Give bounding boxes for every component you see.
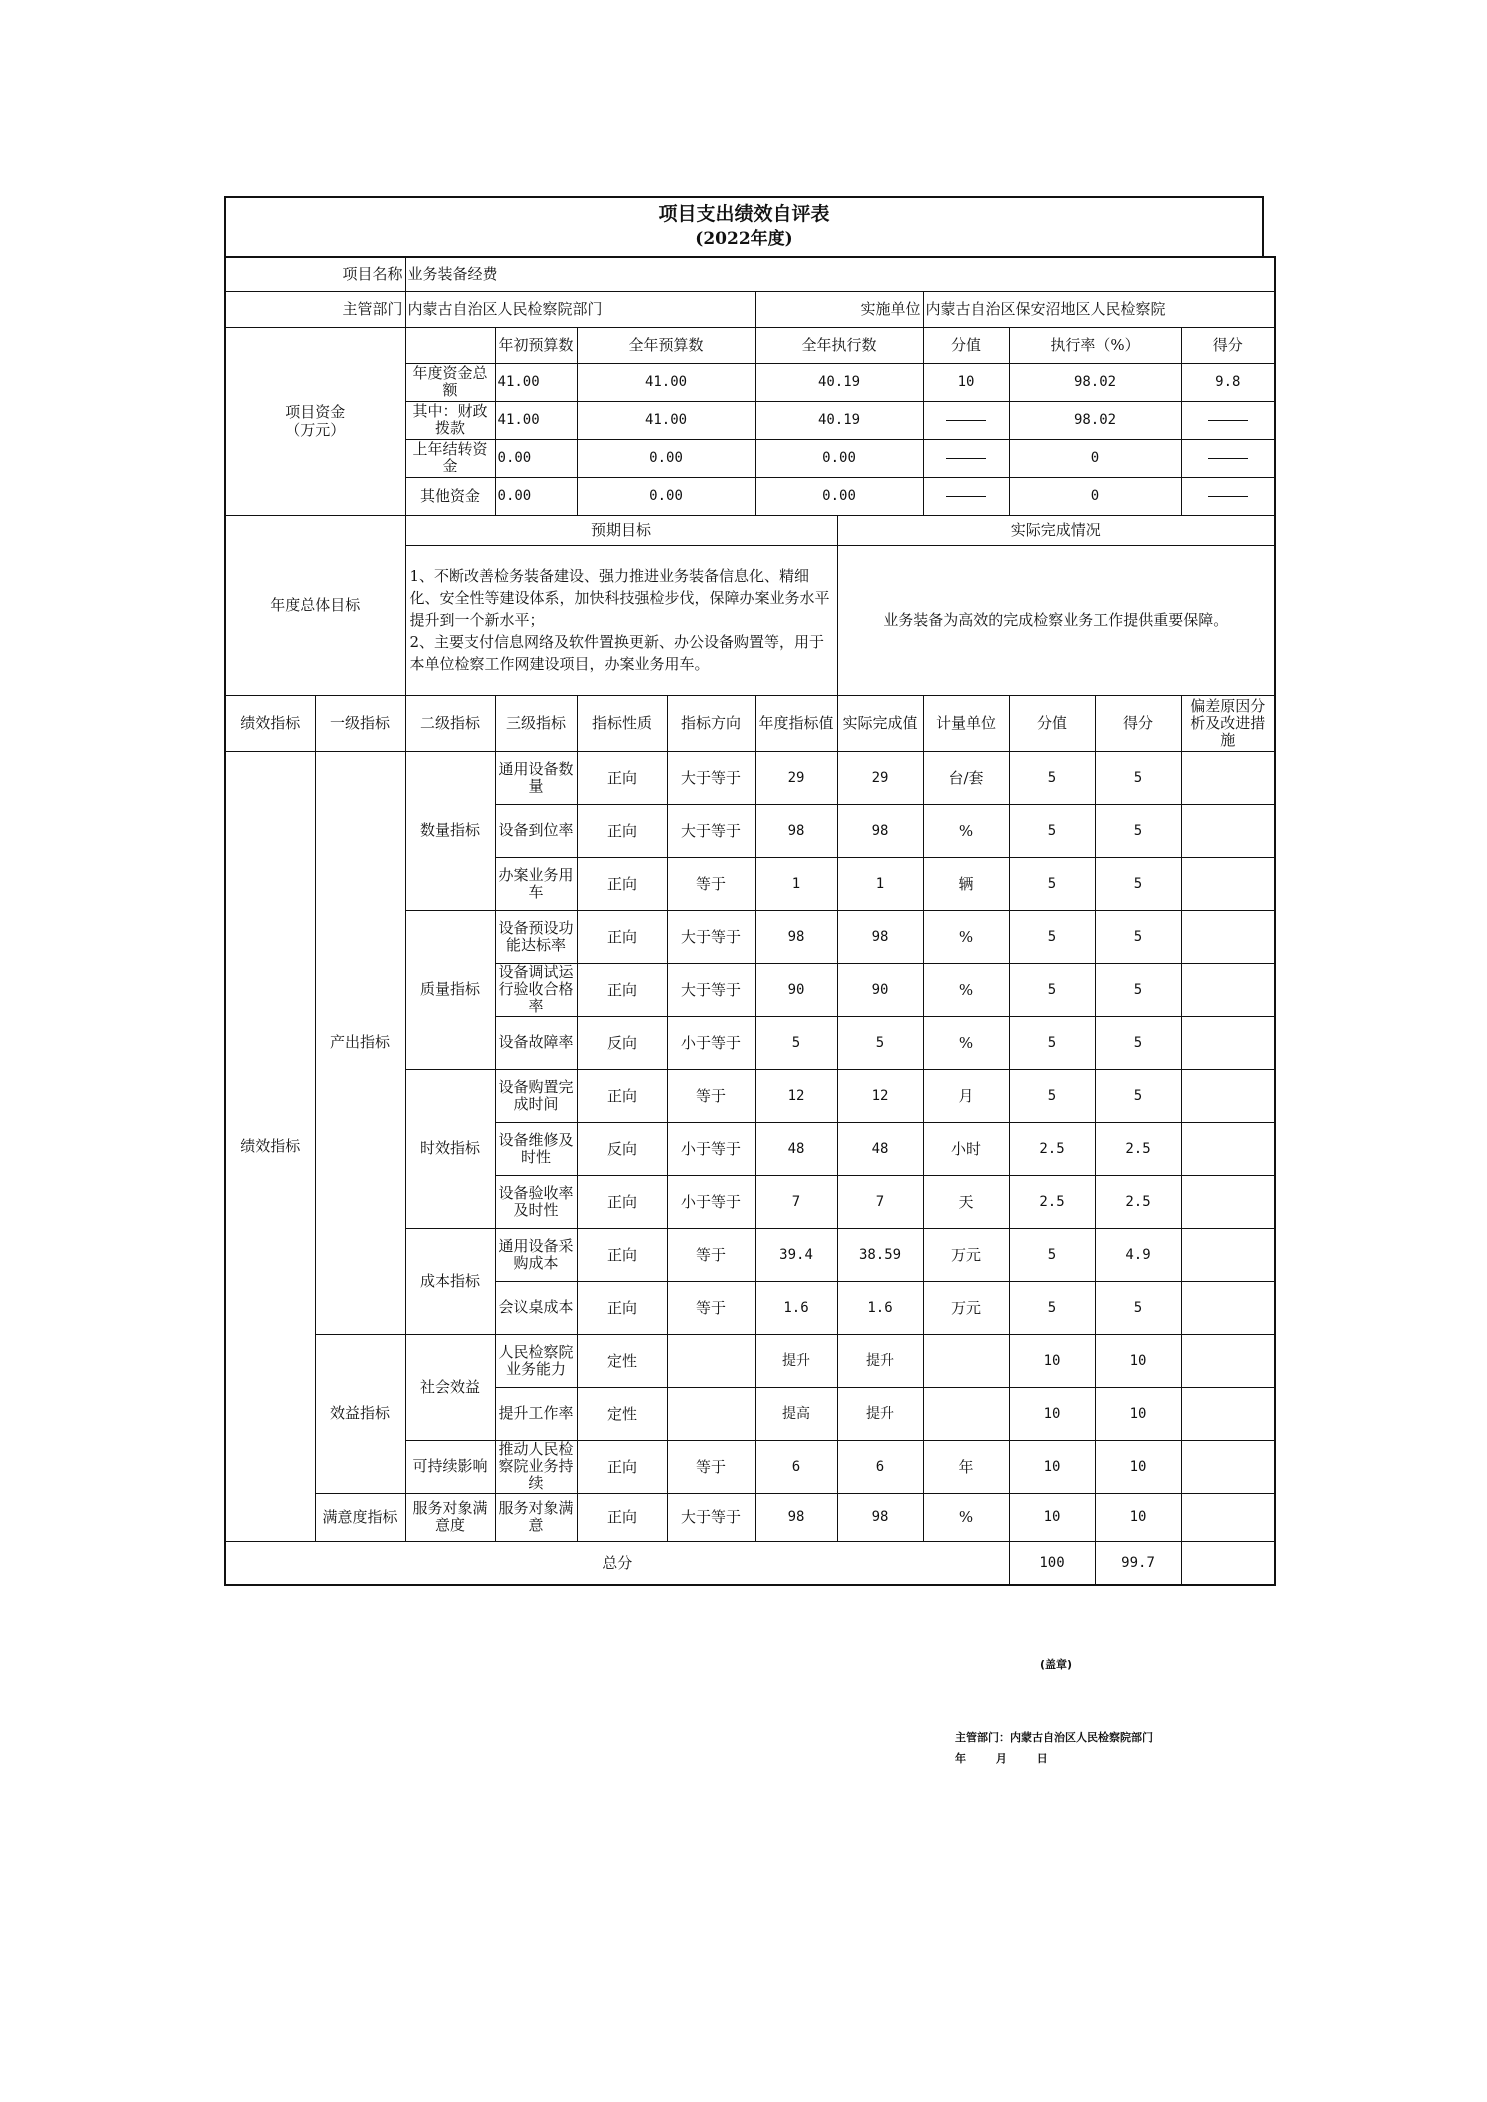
perf-unit: % bbox=[923, 1016, 1009, 1069]
perf-l3: 推动人民检察院业务持续 bbox=[495, 1440, 577, 1493]
perf-actual: 7 bbox=[837, 1175, 923, 1228]
perf-deviation-note bbox=[1181, 910, 1275, 963]
perf-nature: 正向 bbox=[577, 1175, 667, 1228]
total-empty bbox=[1181, 1541, 1275, 1585]
perf-unit: 天 bbox=[923, 1175, 1009, 1228]
perf-deviation-note bbox=[1181, 1387, 1275, 1440]
project-label: 项目名称 bbox=[225, 257, 405, 291]
perf-score: 4.9 bbox=[1095, 1228, 1181, 1281]
funds-rate: 98.02 bbox=[1009, 363, 1181, 401]
perf-unit: % bbox=[923, 910, 1009, 963]
perf-score: 5 bbox=[1095, 751, 1181, 804]
level2-social: 社会效益 bbox=[405, 1334, 495, 1440]
footer-month: 月 bbox=[995, 1752, 1007, 1765]
perf-header-9: 分值 bbox=[1009, 695, 1095, 751]
level1-satisfaction: 满意度指标 bbox=[315, 1493, 405, 1541]
perf-target: 1 bbox=[755, 857, 837, 910]
dept-label: 主管部门 bbox=[225, 291, 405, 327]
perf-deviation-note bbox=[1181, 1228, 1275, 1281]
perf-header-5: 指标方向 bbox=[667, 695, 755, 751]
perf-target: 7 bbox=[755, 1175, 837, 1228]
perf-dir: 等于 bbox=[667, 1281, 755, 1334]
perf-score: 10 bbox=[1095, 1493, 1181, 1541]
perf-value: 10 bbox=[1009, 1493, 1095, 1541]
level2-service: 服务对象满意度 bbox=[405, 1493, 495, 1541]
level2-timeliness: 时效指标 bbox=[405, 1069, 495, 1228]
perf-header-8: 计量单位 bbox=[923, 695, 1009, 751]
perf-nature: 反向 bbox=[577, 1122, 667, 1175]
dept-row bbox=[225, 291, 1275, 327]
dash-mark bbox=[1208, 496, 1248, 497]
perf-target: 98 bbox=[755, 804, 837, 857]
funds-budget: 0.00 bbox=[495, 439, 577, 477]
perf-dir bbox=[667, 1387, 755, 1440]
unit-value: 内蒙古自治区保安沼地区人民检察院 bbox=[923, 291, 1275, 327]
funds-rate: 0 bbox=[1009, 439, 1181, 477]
perf-unit: 月 bbox=[923, 1069, 1009, 1122]
funds-score bbox=[1181, 477, 1275, 515]
perf-l3: 设备购置完成时间 bbox=[495, 1069, 577, 1122]
perf-deviation-note bbox=[1181, 1281, 1275, 1334]
perf-value: 5 bbox=[1009, 1281, 1095, 1334]
perf-value: 10 bbox=[1009, 1334, 1095, 1387]
funds-executed: 0.00 bbox=[755, 439, 923, 477]
perf-unit: 万元 bbox=[923, 1228, 1009, 1281]
perf-deviation-note bbox=[1181, 1016, 1275, 1069]
perf-actual: 98 bbox=[837, 804, 923, 857]
level2-cost: 成本指标 bbox=[405, 1228, 495, 1334]
perf-unit: 台/套 bbox=[923, 751, 1009, 804]
perf-value: 5 bbox=[1009, 910, 1095, 963]
perf-deviation-note bbox=[1181, 857, 1275, 910]
perf-nature: 正向 bbox=[577, 1493, 667, 1541]
perf-nature: 正向 bbox=[577, 910, 667, 963]
perf-dir: 大于等于 bbox=[667, 751, 755, 804]
perf-l3: 办案业务用车 bbox=[495, 857, 577, 910]
perf-dir: 等于 bbox=[667, 857, 755, 910]
perf-dir: 等于 bbox=[667, 1228, 755, 1281]
perf-dir bbox=[667, 1334, 755, 1387]
perf-target: 提升 bbox=[755, 1334, 837, 1387]
funds-score-value: 10 bbox=[923, 363, 1009, 401]
perf-dir: 大于等于 bbox=[667, 1493, 755, 1541]
funds-score: 9.8 bbox=[1181, 363, 1275, 401]
level1-benefit: 效益指标 bbox=[315, 1334, 405, 1493]
perf-value: 2.5 bbox=[1009, 1122, 1095, 1175]
perf-unit: % bbox=[923, 1493, 1009, 1541]
perf-actual: 12 bbox=[837, 1069, 923, 1122]
perf-l3: 设备验收率及时性 bbox=[495, 1175, 577, 1228]
funds-full-budget: 41.00 bbox=[577, 363, 755, 401]
funds-header-5: 得分 bbox=[1181, 327, 1275, 363]
funds-row-name: 上年结转资金 bbox=[405, 439, 495, 477]
perf-l3: 人民检察院业务能力 bbox=[495, 1334, 577, 1387]
form-body bbox=[225, 257, 1275, 1585]
perf-unit bbox=[923, 1387, 1009, 1440]
perf-nature: 正向 bbox=[577, 1440, 667, 1493]
perf-row bbox=[225, 751, 1275, 804]
funds-score-value bbox=[923, 439, 1009, 477]
perf-score: 5 bbox=[1095, 804, 1181, 857]
perf-unit: % bbox=[923, 963, 1009, 1016]
perf-nature: 定性 bbox=[577, 1334, 667, 1387]
perf-unit bbox=[923, 1334, 1009, 1387]
funds-score bbox=[1181, 401, 1275, 439]
perf-dir: 小于等于 bbox=[667, 1175, 755, 1228]
funds-score-value bbox=[923, 401, 1009, 439]
perf-actual: 1.6 bbox=[837, 1281, 923, 1334]
funds-budget: 0.00 bbox=[495, 477, 577, 515]
perf-deviation-note bbox=[1181, 1334, 1275, 1387]
perf-header-row bbox=[225, 695, 1275, 751]
perf-target: 5 bbox=[755, 1016, 837, 1069]
perf-dir: 大于等于 bbox=[667, 963, 755, 1016]
form-header bbox=[224, 196, 1264, 256]
perf-nature: 正向 bbox=[577, 963, 667, 1016]
funds-budget: 41.00 bbox=[495, 401, 577, 439]
perf-l3: 设备到位率 bbox=[495, 804, 577, 857]
perf-score: 2.5 bbox=[1095, 1122, 1181, 1175]
perf-actual: 提升 bbox=[837, 1387, 923, 1440]
table-cell bbox=[405, 327, 495, 363]
funds-rate: 98.02 bbox=[1009, 401, 1181, 439]
dash-mark bbox=[946, 458, 986, 459]
funds-full-budget: 41.00 bbox=[577, 401, 755, 439]
perf-actual: 提升 bbox=[837, 1334, 923, 1387]
dash-mark bbox=[946, 496, 986, 497]
perf-header-11: 偏差原因分析及改进措施 bbox=[1181, 695, 1275, 751]
perf-value: 5 bbox=[1009, 857, 1095, 910]
perf-l3: 通用设备数量 bbox=[495, 751, 577, 804]
funds-header-3: 分值 bbox=[923, 327, 1009, 363]
perf-score: 5 bbox=[1095, 910, 1181, 963]
funds-executed: 0.00 bbox=[755, 477, 923, 515]
total-label: 总分 bbox=[225, 1541, 1009, 1585]
perf-target: 提高 bbox=[755, 1387, 837, 1440]
perf-header-4: 指标性质 bbox=[577, 695, 667, 751]
perf-l3: 设备故障率 bbox=[495, 1016, 577, 1069]
perf-nature: 定性 bbox=[577, 1387, 667, 1440]
goals-actual-header: 实际完成情况 bbox=[837, 515, 1275, 545]
goals-expected-header: 预期目标 bbox=[405, 515, 837, 545]
perf-header-7: 实际完成值 bbox=[837, 695, 923, 751]
perf-target: 6 bbox=[755, 1440, 837, 1493]
perf-score: 5 bbox=[1095, 857, 1181, 910]
perf-actual: 5 bbox=[837, 1016, 923, 1069]
total-value: 100 bbox=[1009, 1541, 1095, 1585]
footer-year: 年 bbox=[955, 1752, 966, 1765]
funds-header-4: 执行率（%） bbox=[1009, 327, 1181, 363]
dash-mark bbox=[1208, 420, 1248, 421]
form-table bbox=[224, 256, 1276, 1586]
level1-output: 产出指标 bbox=[315, 751, 405, 1334]
perf-header-10: 得分 bbox=[1095, 695, 1181, 751]
perf-deviation-note bbox=[1181, 751, 1275, 804]
perf-target: 98 bbox=[755, 1493, 837, 1541]
project-value: 业务装备经费 bbox=[405, 257, 1275, 291]
perf-score: 5 bbox=[1095, 963, 1181, 1016]
funds-row-name: 年度资金总额 bbox=[405, 363, 495, 401]
perf-value: 10 bbox=[1009, 1387, 1095, 1440]
goals-actual: 业务装备为高效的完成检察业务工作提供重要保障。 bbox=[837, 545, 1275, 695]
goals-expected: 1、不断改善检务装备建设、强力推进业务装备信息化、精细化、安全性等建设体系，加快科技强检步伐，保障办案业务水平提升到一个新水平； 2、主要支付信息网络及软件置换更新、办公设备购置等，用于本单位检察工作网建设项目，办案业务用车。 bbox=[405, 545, 837, 695]
perf-actual: 38.59 bbox=[837, 1228, 923, 1281]
goals-header-row bbox=[225, 515, 1275, 545]
funds-budget: 41.00 bbox=[495, 363, 577, 401]
funds-score-value bbox=[923, 477, 1009, 515]
perf-dir: 等于 bbox=[667, 1069, 755, 1122]
perf-target: 39.4 bbox=[755, 1228, 837, 1281]
perf-unit: 辆 bbox=[923, 857, 1009, 910]
perf-nature: 正向 bbox=[577, 857, 667, 910]
funds-executed: 40.19 bbox=[755, 363, 923, 401]
perf-actual: 1 bbox=[837, 857, 923, 910]
perf-nature: 正向 bbox=[577, 1281, 667, 1334]
footer-dept: 主管部门：内蒙古自治区人民检察院部门 bbox=[955, 1731, 1153, 1744]
dash-mark bbox=[946, 420, 986, 421]
perf-target: 90 bbox=[755, 963, 837, 1016]
perf-actual: 98 bbox=[837, 910, 923, 963]
perf-actual: 48 bbox=[837, 1122, 923, 1175]
perf-value: 10 bbox=[1009, 1440, 1095, 1493]
perf-score: 5 bbox=[1095, 1016, 1181, 1069]
perf-value: 5 bbox=[1009, 804, 1095, 857]
funds-rate: 0 bbox=[1009, 477, 1181, 515]
level2-sustain: 可持续影响 bbox=[405, 1440, 495, 1493]
perf-dir: 等于 bbox=[667, 1440, 755, 1493]
funds-label: 项目资金 （万元） bbox=[225, 327, 405, 515]
perf-l3: 通用设备采购成本 bbox=[495, 1228, 577, 1281]
perf-l3: 会议桌成本 bbox=[495, 1281, 577, 1334]
funds-full-budget: 0.00 bbox=[577, 477, 755, 515]
form-title: 项目支出绩效自评表 bbox=[658, 203, 830, 225]
perf-score: 5 bbox=[1095, 1069, 1181, 1122]
funds-row-name: 其他资金 bbox=[405, 477, 495, 515]
perf-header-0: 绩效指标 bbox=[225, 695, 315, 751]
footer-day: 日 bbox=[1036, 1752, 1048, 1765]
perf-l3: 提升工作率 bbox=[495, 1387, 577, 1440]
perf-unit: % bbox=[923, 804, 1009, 857]
perf-actual: 90 bbox=[837, 963, 923, 1016]
perf-value: 5 bbox=[1009, 1069, 1095, 1122]
total-score: 99.7 bbox=[1095, 1541, 1181, 1585]
perf-target: 98 bbox=[755, 910, 837, 963]
perf-deviation-note bbox=[1181, 1069, 1275, 1122]
perf-score: 10 bbox=[1095, 1334, 1181, 1387]
perf-actual: 6 bbox=[837, 1440, 923, 1493]
footer-date bbox=[955, 1748, 1153, 1769]
evaluation-form bbox=[224, 196, 1264, 1586]
perf-nature: 正向 bbox=[577, 1228, 667, 1281]
perf-unit: 小时 bbox=[923, 1122, 1009, 1175]
perf-unit: 万元 bbox=[923, 1281, 1009, 1334]
perf-score: 10 bbox=[1095, 1387, 1181, 1440]
funds-header-row bbox=[225, 327, 1275, 363]
perf-header-2: 二级指标 bbox=[405, 695, 495, 751]
perf-nature: 正向 bbox=[577, 751, 667, 804]
funds-full-budget: 0.00 bbox=[577, 439, 755, 477]
funds-score bbox=[1181, 439, 1275, 477]
perf-header-1: 一级指标 bbox=[315, 695, 405, 751]
perf-deviation-note bbox=[1181, 963, 1275, 1016]
perf-deviation-note bbox=[1181, 1493, 1275, 1541]
project-row bbox=[225, 257, 1275, 291]
perf-value: 5 bbox=[1009, 963, 1095, 1016]
perf-score: 5 bbox=[1095, 1281, 1181, 1334]
perf-dir: 大于等于 bbox=[667, 910, 755, 963]
perf-actual: 29 bbox=[837, 751, 923, 804]
perf-dir: 大于等于 bbox=[667, 804, 755, 857]
perf-deviation-note bbox=[1181, 1122, 1275, 1175]
perf-value: 5 bbox=[1009, 1228, 1095, 1281]
perf-row bbox=[225, 1334, 1275, 1387]
perf-target: 48 bbox=[755, 1122, 837, 1175]
funds-row-name: 其中：财政拨款 bbox=[405, 401, 495, 439]
perf-score: 2.5 bbox=[1095, 1175, 1181, 1228]
goals-label: 年度总体目标 bbox=[225, 515, 405, 695]
perf-unit: 年 bbox=[923, 1440, 1009, 1493]
form-year: (2022年度) bbox=[695, 229, 793, 249]
perf-header-6: 年度指标值 bbox=[755, 695, 837, 751]
perf-dir: 小于等于 bbox=[667, 1122, 755, 1175]
level2-quality: 质量指标 bbox=[405, 910, 495, 1069]
total-row bbox=[225, 1541, 1275, 1585]
perf-deviation-note bbox=[1181, 1440, 1275, 1493]
stamp-label: (盖章) bbox=[1040, 1658, 1073, 1671]
perf-l3: 设备维修及时性 bbox=[495, 1122, 577, 1175]
perf-actual: 98 bbox=[837, 1493, 923, 1541]
funds-header-2: 全年执行数 bbox=[755, 327, 923, 363]
perf-value: 2.5 bbox=[1009, 1175, 1095, 1228]
unit-label: 实施单位 bbox=[755, 291, 923, 327]
funds-executed: 40.19 bbox=[755, 401, 923, 439]
perf-value: 5 bbox=[1009, 1016, 1095, 1069]
perf-l3: 设备预设功能达标率 bbox=[495, 910, 577, 963]
perf-dir: 小于等于 bbox=[667, 1016, 755, 1069]
perf-deviation-note bbox=[1181, 804, 1275, 857]
perf-target: 12 bbox=[755, 1069, 837, 1122]
perf-l3: 设备调试运行验收合格率 bbox=[495, 963, 577, 1016]
funds-header-1: 全年预算数 bbox=[577, 327, 755, 363]
funds-header-0: 年初预算数 bbox=[495, 327, 577, 363]
dash-mark bbox=[1208, 458, 1248, 459]
dept-value: 内蒙古自治区人民检察院部门 bbox=[405, 291, 755, 327]
footer bbox=[955, 1727, 1153, 1769]
perf-target: 1.6 bbox=[755, 1281, 837, 1334]
perf-nature: 正向 bbox=[577, 804, 667, 857]
perf-header-3: 三级指标 bbox=[495, 695, 577, 751]
perf-nature: 正向 bbox=[577, 1069, 667, 1122]
level2-quantity: 数量指标 bbox=[405, 751, 495, 910]
perf-nature: 反向 bbox=[577, 1016, 667, 1069]
perf-deviation-note bbox=[1181, 1175, 1275, 1228]
perf-score: 10 bbox=[1095, 1440, 1181, 1493]
perf-value: 5 bbox=[1009, 751, 1095, 804]
perf-l3: 服务对象满意 bbox=[495, 1493, 577, 1541]
perf-target: 29 bbox=[755, 751, 837, 804]
perf-category-label: 绩效指标 bbox=[225, 751, 315, 1541]
perf-row bbox=[225, 1493, 1275, 1541]
